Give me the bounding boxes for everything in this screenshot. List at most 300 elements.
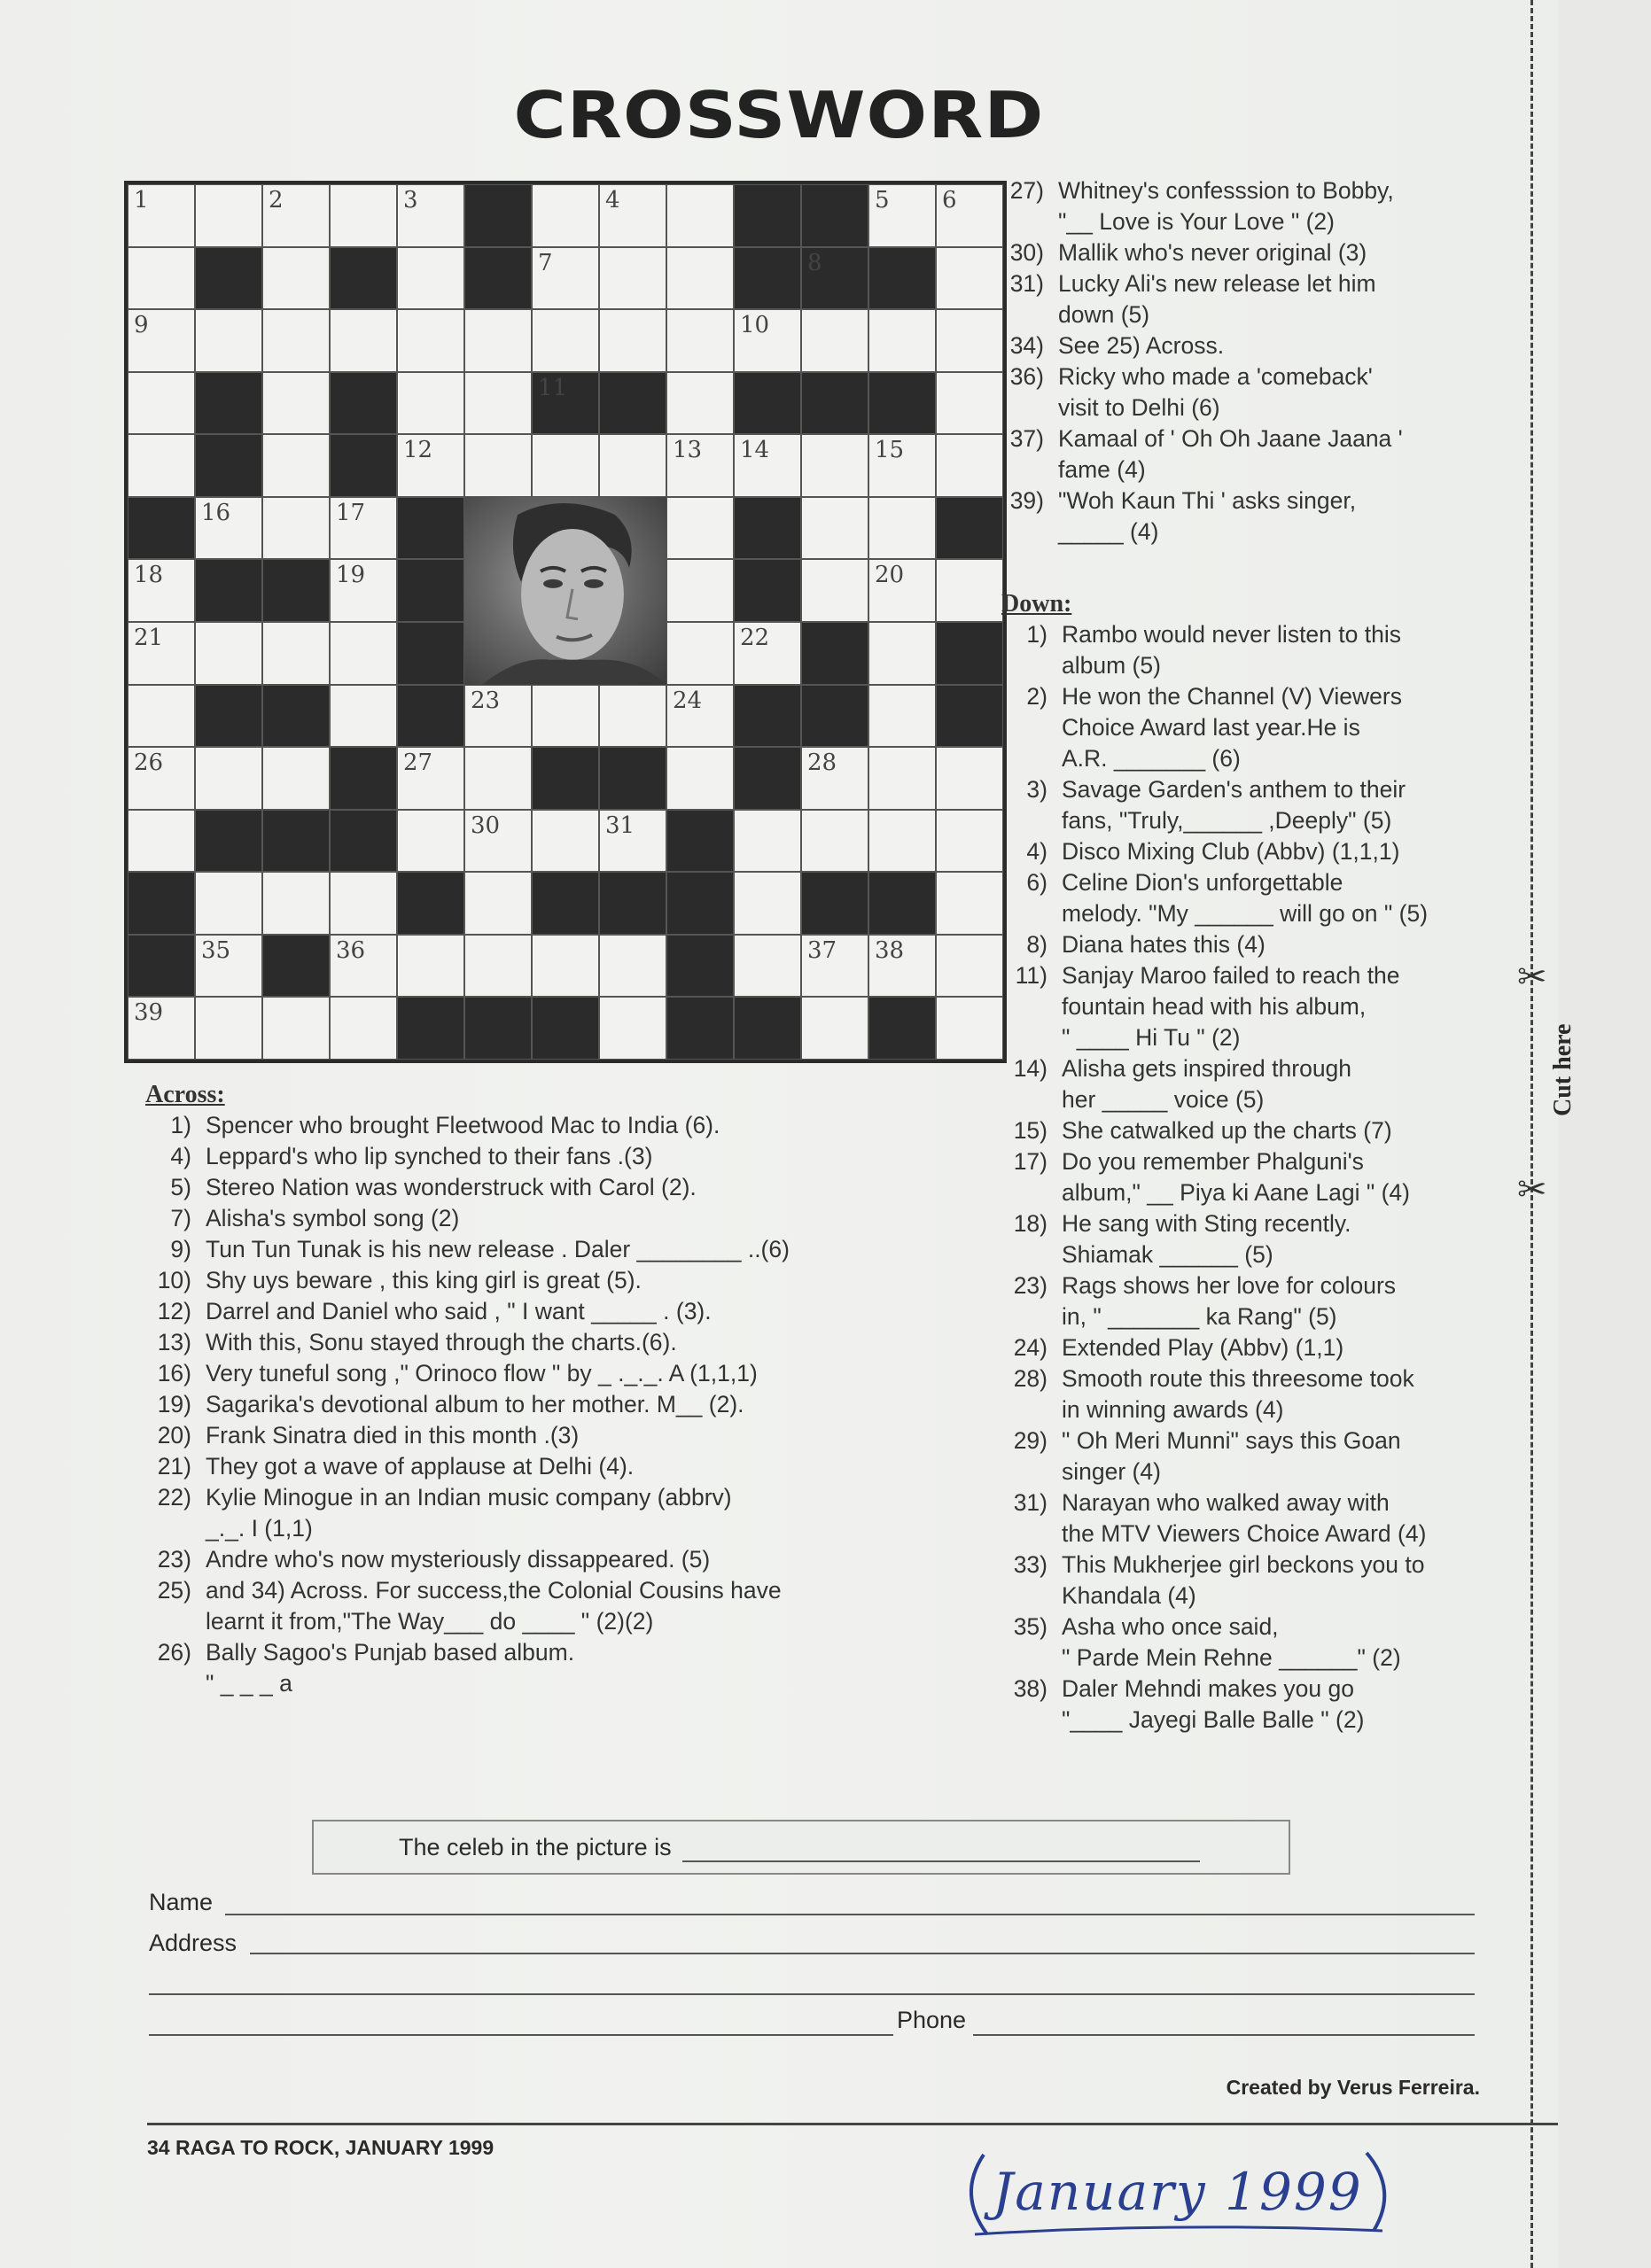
clue-line-number: 30) <box>1009 239 1044 266</box>
grid-cell-black <box>195 810 262 873</box>
handwriting-text: January 1999 <box>993 2162 1363 2222</box>
grid-cell[interactable] <box>397 434 464 497</box>
grid-cell[interactable] <box>464 872 532 935</box>
clue-line <box>998 485 1494 517</box>
clue-line <box>1001 836 1498 867</box>
clue-number: 1 <box>134 187 149 214</box>
clue-line <box>998 423 1494 454</box>
grid-cell[interactable] <box>936 309 1003 372</box>
clue-number: 9 <box>134 312 149 339</box>
clue-line <box>1001 991 1498 1022</box>
clue-number: 36 <box>336 936 366 964</box>
clue-line-text: Leppard's who lip synched to their fans .(3) <box>206 1143 653 1169</box>
grid-cell[interactable] <box>936 247 1003 310</box>
clue-line <box>1001 1177 1498 1208</box>
clue-line-text: her _____ voice (5) <box>1062 1086 1265 1113</box>
grid-cell[interactable] <box>330 997 397 1060</box>
grid-cell[interactable] <box>801 309 868 372</box>
clue-line <box>998 517 1494 548</box>
grid-cell[interactable] <box>801 559 868 622</box>
clue-line-text: album (5) <box>1062 652 1161 679</box>
grid-cell[interactable] <box>330 622 397 685</box>
grid-cell[interactable] <box>195 935 262 998</box>
grid-cell-black <box>195 247 262 310</box>
clue-line-number: 5) <box>170 1174 191 1200</box>
grid-cell[interactable] <box>868 685 936 748</box>
clue-line <box>145 1234 1023 1265</box>
grid-cell[interactable] <box>868 497 936 560</box>
grid-cell[interactable] <box>195 747 262 810</box>
grid-cell[interactable] <box>128 434 195 497</box>
grid-cell[interactable] <box>801 747 868 810</box>
grid-cell-black <box>599 872 666 935</box>
grid-cell[interactable] <box>599 247 666 310</box>
clue-line <box>1001 1115 1498 1146</box>
grid-cell[interactable] <box>262 872 330 935</box>
grid-cell[interactable] <box>734 434 801 497</box>
grid-cell[interactable] <box>666 247 734 310</box>
grid-cell[interactable] <box>195 622 262 685</box>
clue-line-number: 23) <box>157 1546 191 1573</box>
grid-cell[interactable] <box>666 747 734 810</box>
grid-cell[interactable] <box>128 309 195 372</box>
clue-line-number: 16) <box>157 1360 191 1386</box>
cut-here-label: Cut here <box>1549 1023 1577 1116</box>
grid-cell[interactable] <box>936 935 1003 998</box>
grid-cell-black <box>397 622 464 685</box>
grid-cell-black <box>666 997 734 1060</box>
grid-cell[interactable] <box>532 685 599 748</box>
clue-number: 19 <box>336 562 366 589</box>
grid-cell-black <box>666 872 734 935</box>
grid-cell[interactable] <box>599 997 666 1060</box>
grid-cell[interactable] <box>397 309 464 372</box>
grid-cell[interactable] <box>464 309 532 372</box>
grid-cell[interactable] <box>397 247 464 310</box>
clue-line-text: Lucky Ali's new release let him <box>1058 270 1376 297</box>
grid-cell-black <box>868 997 936 1060</box>
grid-cell[interactable] <box>262 747 330 810</box>
grid-cell-black <box>464 997 532 1060</box>
down-clues <box>1001 588 1498 1736</box>
grid-cell[interactable] <box>532 935 599 998</box>
clue-line <box>1001 650 1498 681</box>
grid-cell[interactable] <box>330 559 397 622</box>
clue-line <box>1001 1643 1498 1674</box>
clue-line <box>1001 1332 1498 1363</box>
clue-line <box>1001 774 1498 805</box>
grid-cell-black <box>397 997 464 1060</box>
clue-line <box>145 1513 1023 1544</box>
grid-cell[interactable] <box>464 434 532 497</box>
grid-cell[interactable] <box>666 372 734 435</box>
clue-line-text: in, " _______ ka Rang" (5) <box>1062 1303 1337 1330</box>
clue-line <box>145 1482 1023 1513</box>
grid-cell[interactable] <box>666 184 734 247</box>
grid-cell[interactable] <box>801 497 868 560</box>
grid-cell[interactable] <box>868 309 936 372</box>
grid-cell[interactable] <box>464 935 532 998</box>
clue-line-text: "____ Jayegi Balle Balle " (2) <box>1062 1706 1365 1733</box>
clue-number: 13 <box>673 437 703 464</box>
address-line-3[interactable] <box>149 2034 893 2036</box>
grid-cell[interactable] <box>666 622 734 685</box>
clue-line-text: Do you remember Phalguni's <box>1062 1148 1364 1175</box>
clue-line-text: Ricky who made a 'comeback' <box>1058 363 1373 390</box>
clue-line-text: and 34) Across. For success,the Colonial Cousins have <box>206 1577 782 1604</box>
grid-cell[interactable] <box>666 497 734 560</box>
clue-line <box>998 237 1494 268</box>
clue-line-text: Rags shows her love for colours <box>1062 1272 1397 1299</box>
grid-cell-black <box>128 935 195 998</box>
clue-line <box>1001 1425 1498 1456</box>
footer-text: 34 RAGA TO ROCK, JANUARY 1999 <box>147 2136 495 2159</box>
grid-cell[interactable] <box>262 184 330 247</box>
clue-line-text: This Mukherjee girl beckons you to <box>1062 1551 1425 1578</box>
grid-cell[interactable] <box>397 184 464 247</box>
grid-cell[interactable] <box>464 747 532 810</box>
phone-field[interactable] <box>973 2034 1475 2036</box>
clue-line-text: Celine Dion's unforgettable <box>1062 869 1343 896</box>
clue-line-text: She catwalked up the charts (7) <box>1062 1117 1392 1144</box>
grid-cell[interactable] <box>195 497 262 560</box>
clue-number: 16 <box>201 499 231 526</box>
grid-cell[interactable] <box>936 997 1003 1060</box>
clue-number: 17 <box>336 499 366 526</box>
grid-cell[interactable] <box>936 434 1003 497</box>
clue-line-text: Andre who's now mysteriously dissappeared. (5) <box>206 1546 711 1573</box>
clue-line-text: fans, "Truly,______ ,Deeply" (5) <box>1062 807 1392 834</box>
grid-cell[interactable] <box>599 935 666 998</box>
clue-line <box>1001 1239 1498 1270</box>
grid-cell[interactable] <box>330 935 397 998</box>
grid-cell[interactable] <box>128 559 195 622</box>
clue-line <box>145 1358 1023 1389</box>
clue-number: 5 <box>875 187 890 214</box>
clue-line-text: He won the Channel (V) Viewers <box>1062 683 1402 710</box>
clue-line-number: 38) <box>1013 1675 1047 1702</box>
grid-cell[interactable] <box>262 434 330 497</box>
clue-line <box>145 1296 1023 1327</box>
clue-line <box>998 175 1494 206</box>
clue-line-number: 14) <box>1013 1055 1047 1082</box>
celeb-answer-field[interactable] <box>682 1860 1200 1862</box>
clue-line-number: 13) <box>157 1329 191 1355</box>
grid-cell[interactable] <box>868 184 936 247</box>
grid-cell-black <box>330 434 397 497</box>
grid-cell[interactable] <box>936 184 1003 247</box>
clue-line-text: Shy uys beware , this king girl is great (5). <box>206 1267 642 1293</box>
clue-line-number: 15) <box>1013 1117 1047 1144</box>
clue-line <box>1001 1053 1498 1084</box>
grid-cell[interactable] <box>195 872 262 935</box>
grid-cell-black <box>464 247 532 310</box>
grid-cell[interactable] <box>801 810 868 873</box>
clue-line-number: 37) <box>1009 425 1044 452</box>
clue-number: 7 <box>538 249 553 276</box>
grid-cell-black <box>195 372 262 435</box>
clue-line-number: 22) <box>157 1484 191 1511</box>
grid-cell[interactable] <box>666 685 734 748</box>
grid-cell-black <box>262 685 330 748</box>
clue-line-text: " Parde Mein Rehne ______" (2) <box>1062 1644 1401 1671</box>
grid-cell-black <box>330 247 397 310</box>
clue-line <box>145 1110 1023 1141</box>
clue-number: 11 <box>538 374 568 401</box>
clue-line <box>998 206 1494 237</box>
grid-cell[interactable] <box>128 685 195 748</box>
grid-cell[interactable] <box>532 434 599 497</box>
grid-cell[interactable] <box>195 184 262 247</box>
grid-cell-black <box>532 997 599 1060</box>
grid-cell[interactable] <box>532 247 599 310</box>
name-field[interactable] <box>225 1914 1475 1915</box>
grid-cell[interactable] <box>262 372 330 435</box>
grid-cell[interactable] <box>868 434 936 497</box>
grid-cell-black <box>936 685 1003 748</box>
grid-cell[interactable] <box>330 872 397 935</box>
grid-cell[interactable] <box>195 309 262 372</box>
grid-cell[interactable] <box>868 935 936 998</box>
clue-line <box>998 268 1494 299</box>
clue-line-text: Bally Sagoo's Punjab based album. <box>206 1639 575 1666</box>
clue-number: 4 <box>605 187 620 214</box>
grid-cell-black <box>195 559 262 622</box>
celeb-label: The celeb in the picture is <box>399 1834 672 1860</box>
grid-cell[interactable] <box>262 497 330 560</box>
clue-line <box>1001 805 1498 836</box>
grid-cell-black <box>666 935 734 998</box>
grid-cell[interactable] <box>330 184 397 247</box>
grid-cell-black <box>128 872 195 935</box>
grid-cell[interactable] <box>734 935 801 998</box>
clue-line-text: Mallik who's never original (3) <box>1058 239 1367 266</box>
grid-cell[interactable] <box>936 559 1003 622</box>
clue-line <box>145 1637 1023 1668</box>
clue-number: 12 <box>403 437 433 464</box>
clue-line-text: Stereo Nation was wonderstruck with Carol (2). <box>206 1174 697 1200</box>
grid-cell[interactable] <box>734 872 801 935</box>
clue-line-text: singer (4) <box>1062 1458 1161 1485</box>
clue-line-number: 2) <box>1026 683 1047 710</box>
grid-cell[interactable] <box>464 372 532 435</box>
grid-cell-black <box>801 184 868 247</box>
clue-line-text: Frank Sinatra died in this month .(3) <box>206 1422 580 1449</box>
address-field[interactable] <box>250 1953 1475 1954</box>
clue-number: 35 <box>201 936 231 964</box>
clue-line-number: 9) <box>170 1236 191 1262</box>
clue-line-text: Darrel and Daniel who said , " I want _____ . (3). <box>206 1298 712 1324</box>
grid-cell[interactable] <box>666 559 734 622</box>
clue-line-text: Spencer who brought Fleetwood Mac to India (6). <box>206 1112 720 1138</box>
clue-line <box>1001 743 1498 774</box>
across-heading: Across: <box>145 1081 225 1108</box>
clue-line-text: _._. I (1,1) <box>206 1515 313 1542</box>
clue-line-number: 36) <box>1009 363 1044 390</box>
clue-line-text: With this, Sonu stayed through the charts.(6). <box>206 1329 677 1355</box>
grid-cell[interactable] <box>128 810 195 873</box>
clue-line-text: Kylie Minogue in an Indian music company (abbrv) <box>206 1484 732 1511</box>
clue-line <box>145 1544 1023 1575</box>
clue-line <box>1001 867 1498 898</box>
clue-line <box>1001 1394 1498 1425</box>
grid-cell[interactable] <box>801 935 868 998</box>
grid-cell[interactable] <box>666 309 734 372</box>
grid-cell-black <box>868 372 936 435</box>
grid-cell[interactable] <box>128 372 195 435</box>
grid-cell[interactable] <box>734 810 801 873</box>
grid-cell-black <box>734 559 801 622</box>
grid-cell[interactable] <box>195 997 262 1060</box>
grid-cell[interactable] <box>801 434 868 497</box>
celebrity-photo <box>464 497 666 685</box>
grid-cell-black <box>868 247 936 310</box>
grid-cell[interactable] <box>464 810 532 873</box>
clue-line <box>1001 1674 1498 1705</box>
grid-cell[interactable] <box>262 247 330 310</box>
grid-cell[interactable] <box>666 434 734 497</box>
grid-cell-black <box>195 685 262 748</box>
clue-line <box>145 1327 1023 1358</box>
grid-cell[interactable] <box>128 184 195 247</box>
grid-cell[interactable] <box>936 747 1003 810</box>
grid-cell[interactable] <box>330 685 397 748</box>
clue-line-number: 20) <box>157 1422 191 1449</box>
right-clue-list <box>998 175 1494 548</box>
grid-cell[interactable] <box>397 747 464 810</box>
grid-cell[interactable] <box>262 622 330 685</box>
clue-line <box>1001 1518 1498 1550</box>
grid-cell-black <box>734 747 801 810</box>
grid-cell[interactable] <box>262 997 330 1060</box>
clue-line-number: 23) <box>1013 1272 1047 1299</box>
clue-number: 8 <box>807 249 822 276</box>
clue-line <box>998 454 1494 485</box>
clue-line-number: 4) <box>170 1143 191 1169</box>
clue-line-text: fountain head with his album, <box>1062 993 1367 1020</box>
grid-cell[interactable] <box>532 309 599 372</box>
grid-cell[interactable] <box>330 309 397 372</box>
grid-cell[interactable] <box>801 997 868 1060</box>
clue-line-text: " ____ Hi Tu " (2) <box>1062 1024 1241 1051</box>
clue-line-number: 18) <box>1013 1210 1047 1237</box>
clue-line-text: in winning awards (4) <box>1062 1396 1284 1423</box>
grid-cell[interactable] <box>128 247 195 310</box>
clue-line-number: 33) <box>1013 1551 1047 1578</box>
crossword-grid <box>124 181 1007 1063</box>
clue-line-number: 4) <box>1026 838 1047 865</box>
clue-line <box>1001 1612 1498 1643</box>
grid-cell[interactable] <box>262 309 330 372</box>
clue-line-text: Sanjay Maroo failed to reach the <box>1062 962 1400 989</box>
grid-cell[interactable] <box>734 622 801 685</box>
clue-number: 27 <box>403 750 433 777</box>
grid-cell[interactable] <box>734 309 801 372</box>
phone-label: Phone <box>897 2007 967 2033</box>
cut-line <box>1530 0 1533 2268</box>
clue-line-text: down (5) <box>1058 301 1150 328</box>
grid-cell[interactable] <box>532 184 599 247</box>
clue-line-text: See 25) Across. <box>1058 332 1225 359</box>
grid-cell[interactable] <box>868 810 936 873</box>
clue-line-number: 27) <box>1009 177 1044 204</box>
clue-line-number: 39) <box>1009 487 1044 514</box>
clue-line-number: 7) <box>170 1205 191 1231</box>
grid-cell[interactable] <box>397 935 464 998</box>
address-line-2[interactable] <box>149 1993 1475 1995</box>
grid-cell[interactable] <box>599 184 666 247</box>
grid-cell[interactable] <box>599 810 666 873</box>
grid-cell-black <box>666 810 734 873</box>
clue-line <box>998 392 1494 423</box>
clue-number: 6 <box>942 187 957 214</box>
grid-cell-black <box>262 810 330 873</box>
grid-cell[interactable] <box>464 685 532 748</box>
clue-line-text: Extended Play (Abbv) (1,1) <box>1062 1334 1344 1361</box>
name-label: Name <box>149 1889 214 1915</box>
clue-line-number: 31) <box>1009 270 1044 297</box>
grid-cell[interactable] <box>128 622 195 685</box>
grid-cell[interactable] <box>128 747 195 810</box>
grid-cell[interactable] <box>868 622 936 685</box>
grid-cell[interactable] <box>936 372 1003 435</box>
grid-cell-black <box>936 497 1003 560</box>
clue-number: 28 <box>807 750 837 777</box>
grid-cell[interactable] <box>599 309 666 372</box>
clue-line-number: 35) <box>1013 1613 1047 1640</box>
grid-cell[interactable] <box>868 747 936 810</box>
clue-line <box>998 299 1494 330</box>
grid-cell[interactable] <box>868 559 936 622</box>
clue-number: 14 <box>740 437 770 464</box>
grid-cell[interactable] <box>936 810 1003 873</box>
grid-cell[interactable] <box>397 810 464 873</box>
clue-line-text: Shiamak ______ (5) <box>1062 1241 1273 1268</box>
clue-line-text: _____ (4) <box>1058 518 1159 545</box>
clue-line-text: Sagarika's devotional album to her mother. M__ (2). <box>206 1391 744 1418</box>
grid-cell[interactable] <box>936 872 1003 935</box>
grid-cell[interactable] <box>599 434 666 497</box>
clue-line <box>145 1172 1023 1203</box>
clue-number: 2 <box>269 187 284 214</box>
clue-line-text: visit to Delhi (6) <box>1058 394 1220 421</box>
clue-number: 31 <box>605 812 635 839</box>
clue-line <box>1001 712 1498 743</box>
scissors-icon: ✂ <box>1517 958 1547 997</box>
clue-line-text: " Oh Meri Munni" says this Goan <box>1062 1427 1401 1454</box>
clue-line-text: Smooth route this threesome took <box>1062 1365 1414 1392</box>
grid-cell[interactable] <box>330 497 397 560</box>
grid-cell-black <box>599 747 666 810</box>
clue-line-number: 31) <box>1013 1489 1047 1516</box>
clue-line <box>1001 1487 1498 1518</box>
clue-line <box>145 1420 1023 1451</box>
grid-cell-black <box>532 747 599 810</box>
grid-cell[interactable] <box>128 997 195 1060</box>
clue-number: 15 <box>875 437 905 464</box>
grid-cell[interactable] <box>397 372 464 435</box>
grid-cell[interactable] <box>532 810 599 873</box>
clue-line-text: Daler Mehndi makes you go <box>1062 1675 1354 1702</box>
clue-number: 20 <box>875 562 905 589</box>
clue-line-text: Disco Mixing Club (Abbv) (1,1,1) <box>1062 838 1400 865</box>
footer-rule <box>147 2123 1558 2125</box>
grid-cell[interactable] <box>599 685 666 748</box>
grid-cell-black <box>330 747 397 810</box>
grid-cell-black <box>936 622 1003 685</box>
grid-cell-black <box>801 622 868 685</box>
creator-credit: Created by Verus Ferreira. <box>1226 2076 1480 2099</box>
